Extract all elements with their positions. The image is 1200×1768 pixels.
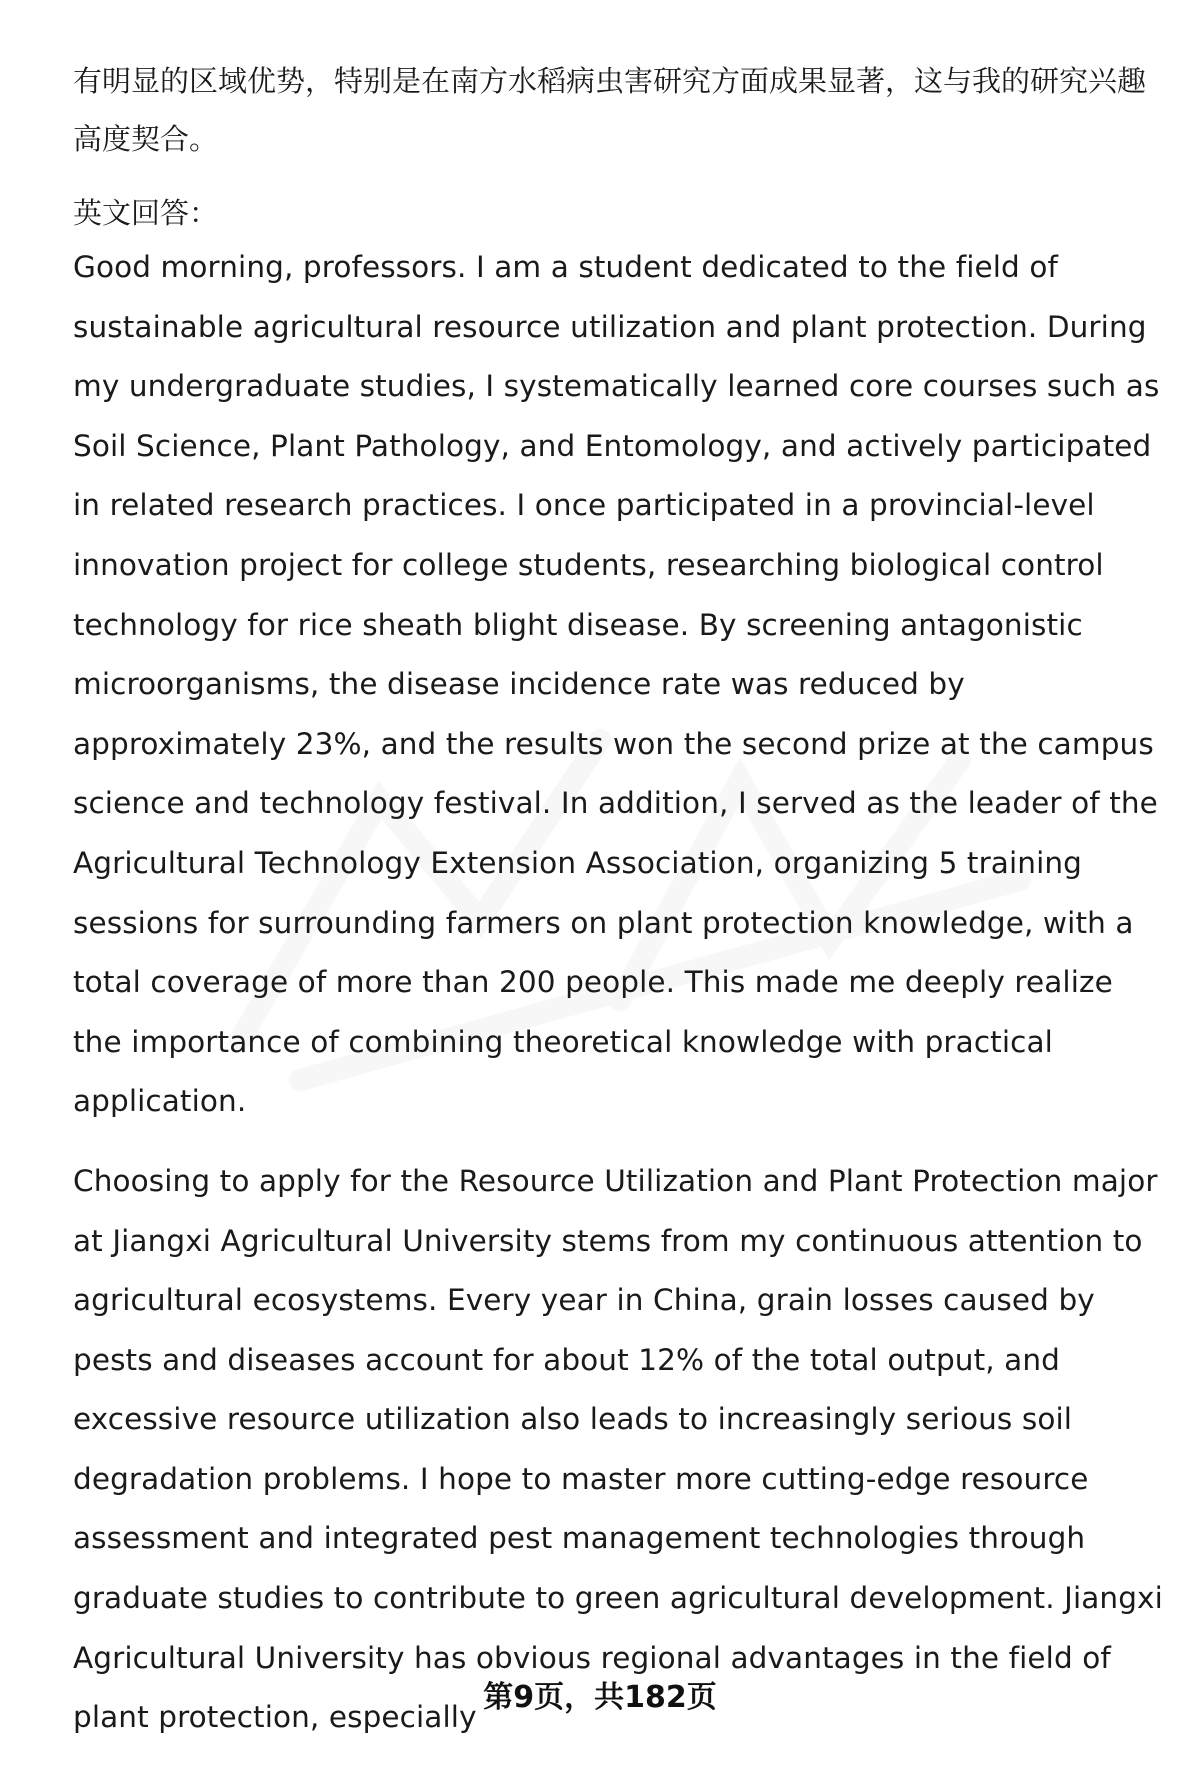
english-answer-label: 英文回答： [73,196,219,230]
english-paragraph-2: Choosing to apply for the Resource Utilization and Plant Protection major at Jiangxi Agricultural University stems from my continuous attention to agricultural ecosystems. Every year in China, grain losses caused by pests and diseases account for about 12% of the total output, and excessive resource utilization also leads to increasingly serious soil degradation problems. I hope to master more cutting-edge resource assessment and integrated pest management technologies through graduate studies to contribute to green agricultural development. Jiangxi Agricultural University has obvious regional advantages in the field of plant protection, especially [73,1163,1163,1735]
page-number-footer: 第9页，共182页 [483,1680,717,1715]
document-body [73,52,1163,1768]
chinese-paragraph: 有明显的区域优势，特别是在南方水稻病虫害研究方面成果显著，这与我的研究兴趣高度契合。 [73,64,1147,156]
english-paragraph-1: Good morning, professors. I am a student dedicated to the field of sustainable agricultural resource utilization and plant protection. During my undergraduate studies, I systematically learned core courses such as Soil Science, Plant Pathology, and Entomology, and actively participated in related research practices. I once participated in a provincial-level innovation project for college students, researching biological control technology for rice sheath blight disease. By screening antagonistic microorganisms, the disease incidence rate was reduced by approximately 23%, and the results won the second prize at the campus science and technology festival. In addition, I served as the leader of the Agricultural Technology Extension Association, organizing 5 training sessions for surrounding farmers on plant protection knowledge, with a total coverage of more than 200 people. This made me deeply realize the importance of combining theoretical knowledge with practical application. [73,250,1160,1119]
